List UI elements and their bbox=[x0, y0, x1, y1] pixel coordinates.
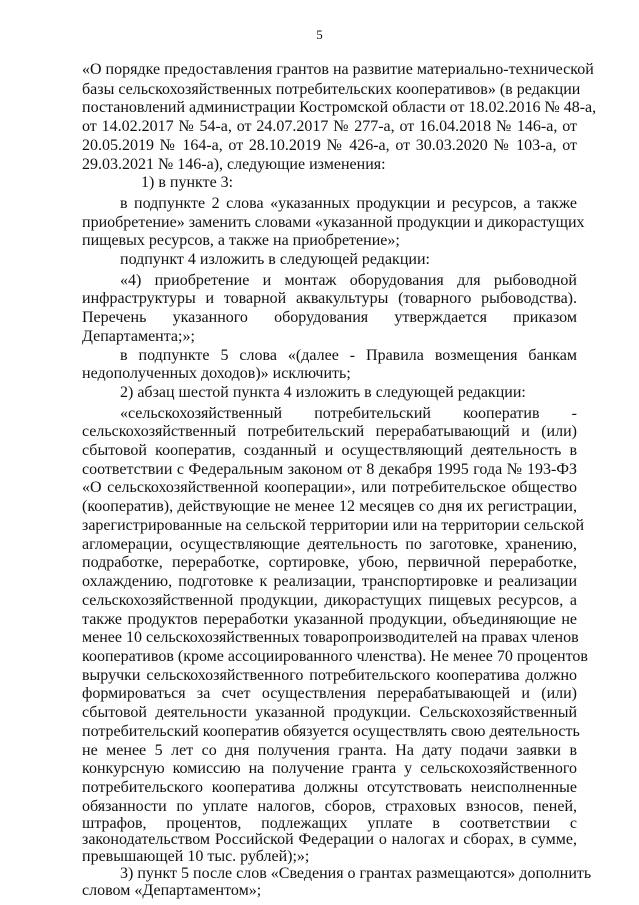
text-line: в подпункте 2 слова «указанных продукции и ресурсов, а также bbox=[120, 194, 577, 212]
text-line: «4) приобретение и монтаж оборудования для рыбоводной bbox=[120, 271, 577, 289]
text-line: недополученных доходов)» исключить; bbox=[82, 365, 351, 383]
text-line: словом «Департаментом»; bbox=[82, 882, 262, 899]
text-line: менее 10 сельскохозяйственных товаропроизводителей на правах членов bbox=[82, 629, 579, 647]
text-line: зарегистрированные на сельской территории или на территории сельской bbox=[82, 516, 585, 534]
text-line: инфраструктуры и товарной аквакультуры (товарного рыбоводства). bbox=[82, 290, 577, 308]
text-line: 2) абзац шестой пункта 4 изложить в следующей редакции: bbox=[120, 383, 526, 401]
text-line: формироваться за счет осуществления перерабатывающей и (или) bbox=[82, 685, 577, 703]
text-line: сельскохозяйственной продукции, дикорастущих пищевых ресурсов, а bbox=[82, 591, 577, 609]
text-line: 20.05.2019 № 164-а, от 28.10.2019 № 426-а, от 30.03.2020 № 103-а, от bbox=[82, 136, 577, 154]
text-line: штрафов, процентов, подлежащих уплате в соответствии с bbox=[82, 814, 577, 832]
text-line: сбытовой деятельности указанной продукции. Сельскохозяйственный bbox=[82, 704, 577, 722]
text-line: охлаждению, подготовке к реализации, транспортировке и реализации bbox=[82, 573, 577, 591]
text-line: «О сельскохозяйственной кооперации», или потребительское общество bbox=[82, 479, 577, 497]
text-line: обязанности по уплате налогов, сборов, страховых взносов, пеней, bbox=[82, 797, 577, 815]
text-line: подпункт 4 изложить в следующей редакции: bbox=[120, 251, 430, 269]
text-line: (кооператив), действующие не менее 12 месяцев со дня их регистрации, bbox=[82, 498, 577, 516]
text-line: базы сельскохозяйственных потребительских кооперативов» (в редакции bbox=[82, 80, 581, 98]
text-line: конкурсную комиссию на получение гранта у сельскохозяйственного bbox=[82, 760, 577, 778]
text-line: выручки сельскохозяйственного потребительского кооператива должно bbox=[82, 666, 577, 684]
text-line: 29.03.2021 № 146-а), следующие изменения: bbox=[82, 155, 386, 173]
text-line: также продуктов переработки указанной продукции, объединяющие не bbox=[82, 610, 577, 628]
text-line: от 14.02.2017 № 54-а, от 24.07.2017 № 277-а, от 16.04.2018 № 146-а, от bbox=[82, 118, 577, 136]
text-line: сбытовой кооператив, созданный и осуществляющий деятельность в bbox=[82, 442, 577, 459]
text-line: потребительский кооператив обязуется осуществлять свою деятельность bbox=[82, 722, 580, 740]
text-line: «сельскохозяйственный потребительский кооператив - bbox=[120, 404, 577, 422]
text-line: Департамента;»; bbox=[82, 327, 195, 345]
text-line: потребительского кооператива должны отсутствовать неисполненные bbox=[82, 779, 577, 797]
text-line: постановлений администрации Костромской области от 18.02.2016 № 48-а, bbox=[82, 99, 597, 117]
text-line: 1) в пункте 3: bbox=[141, 174, 234, 192]
text-line: соответствии с Федеральным законом от 8 декабря 1995 года № 193-ФЗ bbox=[82, 460, 577, 478]
text-line: превышающей 10 тыс. рублей);»; bbox=[82, 848, 310, 866]
text-line: подработке, переработке, сортировке, убою, первичной переработке, bbox=[82, 554, 577, 572]
text-line: агломерации, осуществляющие деятельность по заготовке, хранению, bbox=[82, 535, 577, 553]
text-line: Перечень указанного оборудования утверждается приказом bbox=[82, 309, 577, 327]
text-line: «О порядке предоставления грантов на развитие материально-технической bbox=[82, 61, 594, 78]
text-line: сельскохозяйственный потребительский перерабатывающий и (или) bbox=[82, 423, 577, 441]
text-line: приобретение» заменить словами «указанной продукции и дикорастущих bbox=[82, 213, 585, 231]
text-line: законодательством Российской Федерации о налогах и сборах, в сумме, bbox=[82, 831, 577, 849]
text-line: 3) пункт 5 после слов «Сведения о грантах размещаются» дополнить bbox=[120, 865, 592, 883]
text-line: в подпункте 5 слова «(далее - Правила возмещения банкам bbox=[120, 346, 577, 364]
text-line: пищевых ресурсов, а также на приобретение»; bbox=[82, 232, 400, 250]
page-number: 5 bbox=[316, 27, 323, 42]
text-line: не менее 5 лет со дня получения гранта. На дату подачи заявки в bbox=[82, 741, 577, 759]
text-line: кооперативов (кроме ассоциированного членства). Не менее 70 процентов bbox=[82, 647, 588, 665]
